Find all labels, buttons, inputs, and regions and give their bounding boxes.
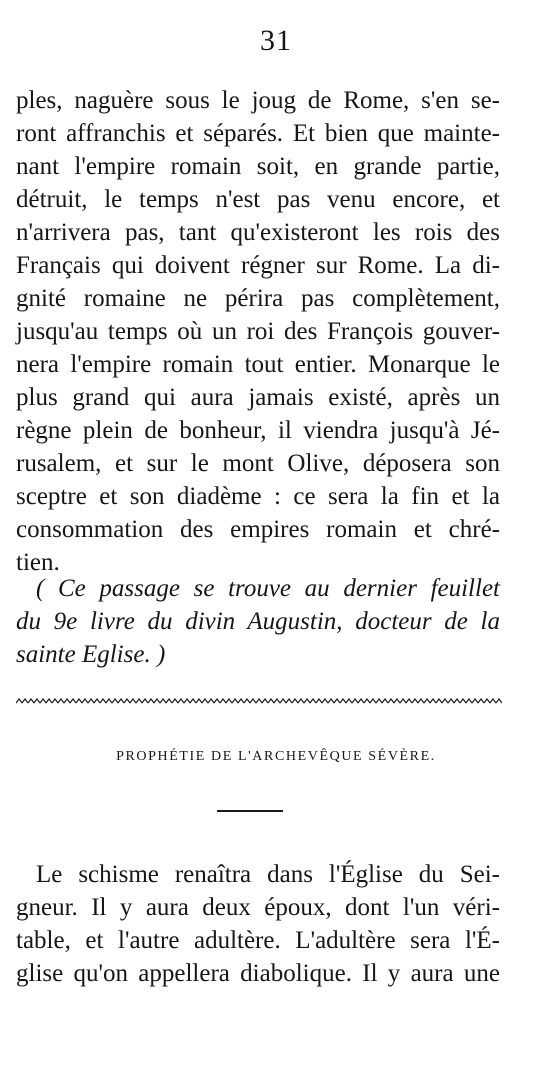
body-line: plus grand qui aura jamais existé, après un bbox=[16, 384, 500, 411]
source-note-line: ( Ce passage se trouve au dernier feuillet bbox=[36, 575, 500, 602]
source-note-line: du 9e livre du divin Augustin, docteur de la bbox=[16, 608, 500, 635]
body-line: n'arrivera pas, tant qu'existeront les rois des bbox=[16, 219, 500, 246]
body-line: jusqu'au temps où un roi des François gouver- bbox=[16, 318, 500, 345]
section-line: table, et l'autre adultère. L'adultère sera l'É- bbox=[16, 927, 500, 954]
body-line: consommation des empires romain et chré- bbox=[16, 516, 500, 543]
wavy-divider-rule bbox=[16, 697, 502, 705]
section-line: Le schisme renaîtra dans l'Église du Sei- bbox=[36, 861, 500, 888]
page-number: 31 bbox=[260, 24, 292, 57]
body-line: gnité romaine ne périra pas complètement, bbox=[16, 285, 500, 312]
section-heading: PROPHÉTIE DE L'ARCHEVÊQUE SÉVÈRE. bbox=[116, 749, 436, 764]
body-line: règne plein de bonheur, il viendra jusqu'à Jé- bbox=[16, 417, 500, 444]
section-line: gneur. Il y aura deux époux, dont l'un véri- bbox=[16, 894, 500, 921]
body-line: détruit, le temps n'est pas venu encore, et bbox=[16, 186, 500, 213]
short-divider-rule bbox=[217, 810, 283, 812]
body-line: rusalem, et sur le mont Olive, déposera son bbox=[16, 450, 500, 477]
body-line: nera l'empire romain tout entier. Monarque le bbox=[16, 351, 500, 378]
body-line: nant l'empire romain soit, en grande partie, bbox=[16, 153, 500, 180]
source-note-line: sainte Eglise. ) bbox=[16, 641, 166, 668]
body-line: tien. bbox=[16, 549, 60, 576]
body-line: sceptre et son diadème : ce sera la fin et la bbox=[16, 483, 500, 510]
body-line: Français qui doivent régner sur Rome. La di- bbox=[16, 252, 500, 279]
body-line: ples, naguère sous le joug de Rome, s'en se- bbox=[16, 87, 500, 114]
body-line: ront affranchis et séparés. Et bien que mainte- bbox=[16, 120, 500, 147]
section-line: glise qu'on appellera diabolique. Il y aura une bbox=[16, 960, 500, 987]
